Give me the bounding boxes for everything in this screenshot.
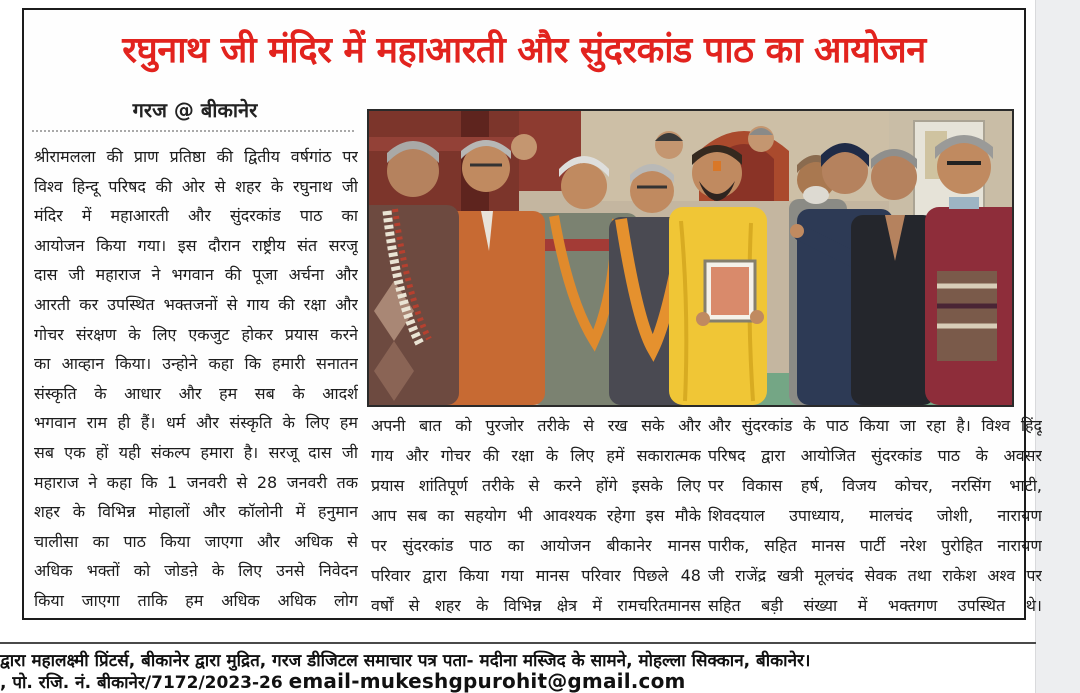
text-line: पर विकास हर्ष, विजय कोचर, नरसिंग भाटी, bbox=[708, 476, 1042, 495]
text-line: वर्षों से शहर के विभिन्न क्षेत्र में रामचरितमानस bbox=[371, 596, 701, 615]
text-line: विश्व हिन्दू परिषद की ओर से शहर के रघुनाथ जी bbox=[34, 176, 358, 196]
middle-column bbox=[371, 411, 701, 621]
text-line: परिवार द्वारा किया गया मानस परिवार पिछले 48 bbox=[371, 566, 701, 585]
text-line: सब एक हों यही संकल्प हमारा है। सरजू दास जी bbox=[34, 442, 358, 462]
left-column bbox=[34, 142, 358, 616]
footer-divider bbox=[0, 642, 1036, 644]
registration-line bbox=[0, 669, 1040, 693]
text-line: आरती कर उपस्थित भक्तजनों से गाय की रक्षा और bbox=[34, 294, 358, 314]
text-line: गाय और गोचर की रक्षा के लिए हमें सकारात्मक bbox=[371, 446, 701, 465]
text-line: का आव्हान किया। उन्होने कहा कि हमारी सनातन bbox=[34, 354, 358, 374]
text-line: अधिक भक्तों को जोडऩे के लिए उनसे निवेदन bbox=[34, 561, 358, 581]
text-line: चालीसा का पाठ किया जाएगा और अधिक से bbox=[34, 531, 358, 551]
registration-number: , पो. रजि. नं. बीकानेर/7172/2023-26 bbox=[0, 673, 289, 693]
email-text: email-mukeshgpurohit@gmail.com bbox=[288, 669, 686, 693]
text-line: आयोजन किया गया। इस दौरान राष्ट्रीय संत सरजू bbox=[34, 235, 358, 255]
text-line: प्रयास शांतिपूर्ण तरीके से करने होंगे इसके लिए bbox=[371, 476, 701, 495]
imprint-line: द्वारा महालक्ष्मी प्रिंटर्स, बीकानेर द्वारा मुद्रित, गरज डीजिटल समाचार पत्र पता- मदीना मस्जिद के सामने, मोहल्ला सिक्कान, बीकानेर। bbox=[0, 651, 811, 671]
right-column bbox=[708, 411, 1042, 621]
text-line: पारीक, सहित मानस पार्टी नरेश पुरोहित नारायण bbox=[708, 536, 1042, 555]
text-line: आप सब का सहयोग भी आवश्यक रहेगा इस मौके bbox=[371, 506, 701, 525]
article-photo bbox=[367, 109, 1014, 407]
text-line: जी राजेंद्र खत्री मूलचंद सेवक तथा राकेश अश्व पर bbox=[708, 566, 1042, 585]
text-line: सहित बड़ी संख्या में भक्तगण उपस्थित थे। bbox=[708, 596, 1042, 615]
text-line: श्रीरामलला की प्राण प्रतिष्ठा की द्वितीय वर्षगांठ पर bbox=[34, 147, 358, 166]
article-box bbox=[22, 8, 1042, 620]
byline: गरज @ बीकानेर bbox=[132, 98, 258, 122]
text-line: दास जी महाराज ने भगवान की पूजा अर्चना और bbox=[34, 265, 358, 285]
text-line: भगवान राम ही हैं। धर्म और संस्कृति के लिए हम bbox=[34, 413, 358, 433]
text-line: शहर के विभिन्न मोहालों और कॉलोनी में हनुमान bbox=[34, 502, 358, 522]
text-line: और सुंदरकांड के पाठ किया जा रहा है। विश्व हिंदू bbox=[708, 416, 1042, 435]
byline-divider bbox=[32, 130, 354, 132]
text-line: शिवदयाल उपाध्याय, मालचंद जोशी, नारायण bbox=[708, 506, 1042, 525]
text-line: गोचर संरक्षण के लिए एकजुट होकर प्रयास करने bbox=[34, 324, 358, 344]
background-person bbox=[511, 134, 537, 160]
headline: रघुनाथ जी मंदिर में महाआरती और सुंदरकांड पाठ का आयोजन bbox=[122, 30, 926, 71]
photo-illustration bbox=[369, 111, 1012, 405]
text-line: संस्कृति के आधार और हम सब के आदर्श bbox=[34, 383, 358, 403]
text-line: किया जाएगा ताकि हम अधिक अधिक लोग bbox=[34, 590, 358, 610]
text-line: महाराज ने कहा कि 1 जनवरी से 28 जनवरी तक bbox=[34, 472, 358, 492]
text-line: परिषद द्वारा आयोजित सुंदरकांड पाठ के अवसर bbox=[708, 446, 1042, 465]
text-line: अपनी बात को पुरजोर तरीके से रख सके और bbox=[371, 416, 701, 435]
text-line: पर सुंदरकांड पाठ का आयोजन बीकानेर मानस bbox=[371, 536, 701, 555]
text-line: मंदिर में महाआरती और सुंदरकांड पाठ का bbox=[34, 206, 358, 226]
